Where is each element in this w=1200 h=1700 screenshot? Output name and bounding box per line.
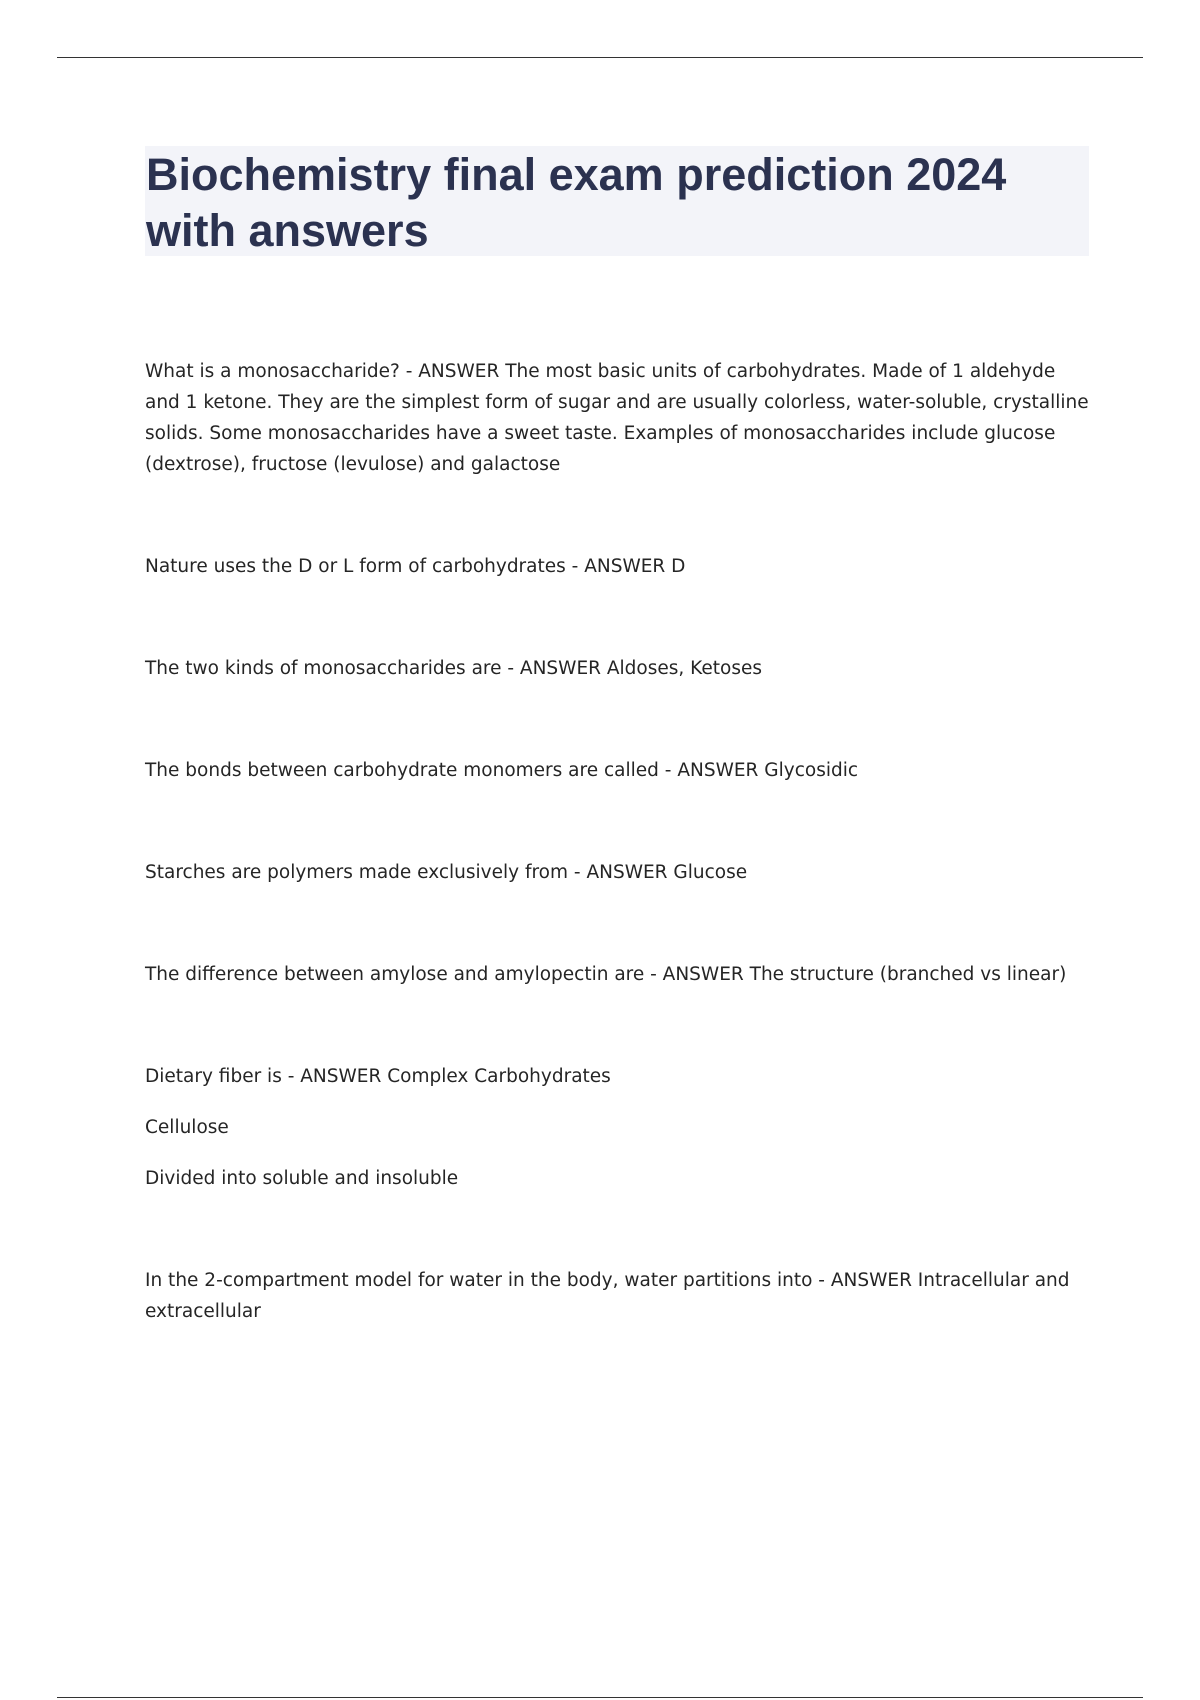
- qa-item: What is a monosaccharide? - ANSWER The most basic units of carbohydrates. Made of 1 aldehyde and 1 ketone. They are the simplest form of sugar and are usually colorless, water-soluble, crystalline solids. Some monosaccharides have a sweet taste. Examples of monosaccharides include glucose (dextrose), fructose (levulose) and galactose: [145, 361, 1089, 475]
- qa-item: In the 2-compartment model for water in the body, water partitions into - ANSWER Intracellular and extracellular: [145, 1270, 1070, 1322]
- page-title: Biochemistry final exam prediction 2024 with answers: [146, 149, 1007, 256]
- title-banner: [145, 146, 1089, 256]
- qa-item: The difference between amylose and amylopectin are - ANSWER The structure (branched vs linear): [145, 964, 1067, 985]
- qa-item: The two kinds of monosaccharides are - ANSWER Aldoses, Ketoses: [145, 658, 762, 679]
- qa-item: The bonds between carbohydrate monomers are called - ANSWER Glycosidic: [145, 760, 859, 781]
- top-rule: [57, 57, 1143, 58]
- qa-item: Starches are polymers made exclusively from - ANSWER Glucose: [145, 862, 748, 883]
- qa-item-detail: Divided into soluble and insoluble: [145, 1168, 459, 1189]
- qa-item: Dietary fiber is - ANSWER Complex Carbohydrates: [145, 1066, 611, 1087]
- qa-item-detail: Cellulose: [145, 1117, 229, 1138]
- qa-item: Nature uses the D or L form of carbohydrates - ANSWER D: [145, 556, 686, 577]
- bottom-rule: [57, 1697, 1143, 1698]
- qa-list: [145, 356, 1095, 1327]
